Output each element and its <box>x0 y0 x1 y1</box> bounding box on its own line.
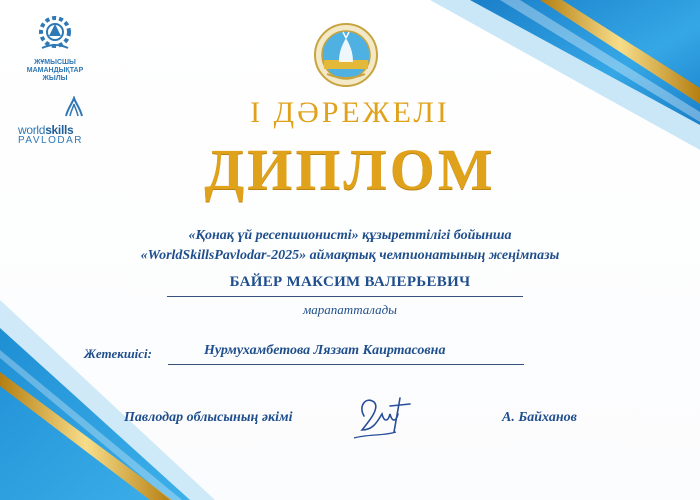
gear-book-icon <box>34 14 76 54</box>
recipient-underline <box>167 296 523 297</box>
worldskills-prefix: world <box>18 123 46 137</box>
supervisor-label: Жетекшісі: <box>84 346 152 361</box>
supervisor-name: Нурмухамбетова Ляззат Каиртасовна <box>204 343 446 358</box>
worldskills-suffix: skills <box>45 123 74 137</box>
championship-winner-line: «WorldSkillsPavlodar-2025» аймақтық чемпионатының жеңімпазы <box>140 248 560 263</box>
handwritten-signature-icon <box>344 386 424 446</box>
awarded-text: марапатталады <box>303 302 397 317</box>
logo-line-3: ЖЫЛЫ <box>42 75 68 82</box>
year-of-working-professions-logo <box>20 14 90 83</box>
signatory-position: Павлодар облысының әкімі <box>124 410 293 425</box>
logo-line-2: МАМАНДЫҚТАР <box>26 67 84 74</box>
signatory-name: А. Байханов <box>502 410 577 425</box>
logo-line-1: ЖҰМЫСШЫ <box>34 59 76 66</box>
worldskills-city: PAVLODAR <box>18 135 83 146</box>
recipient-name: БАЙЕР МАКСИМ ВАЛЕРЬЕВИЧ <box>229 274 471 290</box>
supervisor-underline <box>168 364 524 365</box>
diploma-title: ДИПЛОМ <box>204 137 496 202</box>
competency-line: «Қонақ үй ресепшионисті» құзыреттілігі бойынша <box>188 228 512 243</box>
diploma-degree: I ДӘРЕЖЕЛІ <box>250 96 450 129</box>
pavlodar-region-emblem-icon <box>313 22 379 88</box>
